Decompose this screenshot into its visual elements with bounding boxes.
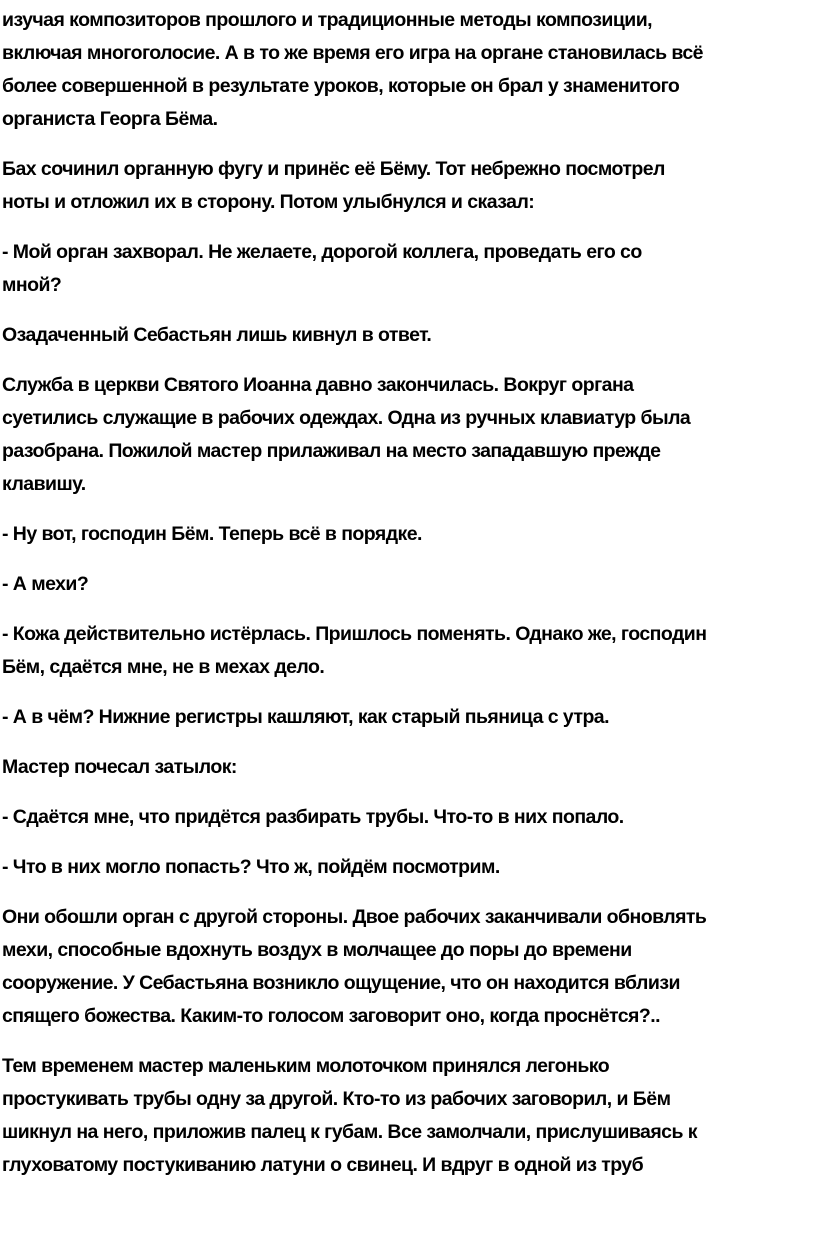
paragraph-tapping: Тем временем мастер маленьким молоточком принялся легонько простукивать трубы одну за другой. Кто-то из рабочих заговорил, и Бём шикнул на него, приложив палец к губам. Все замолчали, прислушиваясь к глуховатому постукиванию латуни о свинец. И вдруг в одной из труб xyxy=(2,1055,697,1176)
paragraph-nod: Озадаченный Себастьян лишь кивнул в ответ. xyxy=(2,324,432,346)
paragraph-dialogue-leather: - Кожа действительно истёрлась. Пришлось поменять. Однако же, господин Бём, сдаётся мне, не в мехах дело. xyxy=(2,623,707,678)
paragraph-church: Служба в церкви Святого Иоанна давно закончилась. Вокруг органа суетились служащие в рабочих одеждах. Одна из ручных клавиатур была разобрана. Пожилой мастер прилаживал на место западавшую прежде клавишу. xyxy=(2,374,691,495)
paragraph-dialogue-bellows: - А мехи? xyxy=(2,573,89,595)
paragraph-intro: изучая композиторов прошлого и традиционные методы композиции, включая многоголосие. А в то же время его игра на органе становилась всё более совершенной в результате уроков, которые он брал у знаменитого органиста Георга Бёма. xyxy=(2,9,703,130)
paragraph-dialogue-registers: - А в чём? Нижние регистры кашляют, как старый пьяница с утра. xyxy=(2,706,609,728)
paragraph-dialogue-pipes: - Сдаётся мне, что придётся разбирать трубы. Что-то в них попало. xyxy=(2,806,624,828)
paragraph-other-side: Они обошли орган с другой стороны. Двое рабочих заканчивали обновлять мехи, способные вдохнуть воздух в молчащее до поры до времени сооружение. У Себастьяна возникло ощущение, что он находится вблизи спящего божества. Каким-то голосом заговорит оно, когда проснётся?.. xyxy=(2,906,707,1027)
paragraph-dialogue-organ-ill: - Мой орган захворал. Не желаете, дорогой коллега, проведать его со мной? xyxy=(2,241,642,296)
paragraph-dialogue-in-order: - Ну вот, господин Бём. Теперь всё в порядке. xyxy=(2,523,422,545)
paragraph-fugue: Бах сочинил органную фугу и принёс её Бёму. Тот небрежно посмотрел ноты и отложил их в сторону. Потом улыбнулся и сказал: xyxy=(2,158,665,213)
paragraph-dialogue-look: - Что в них могло попасть? Что ж, пойдём посмотрим. xyxy=(2,856,500,878)
paragraph-master-scratch: Мастер почесал затылок: xyxy=(2,756,237,778)
